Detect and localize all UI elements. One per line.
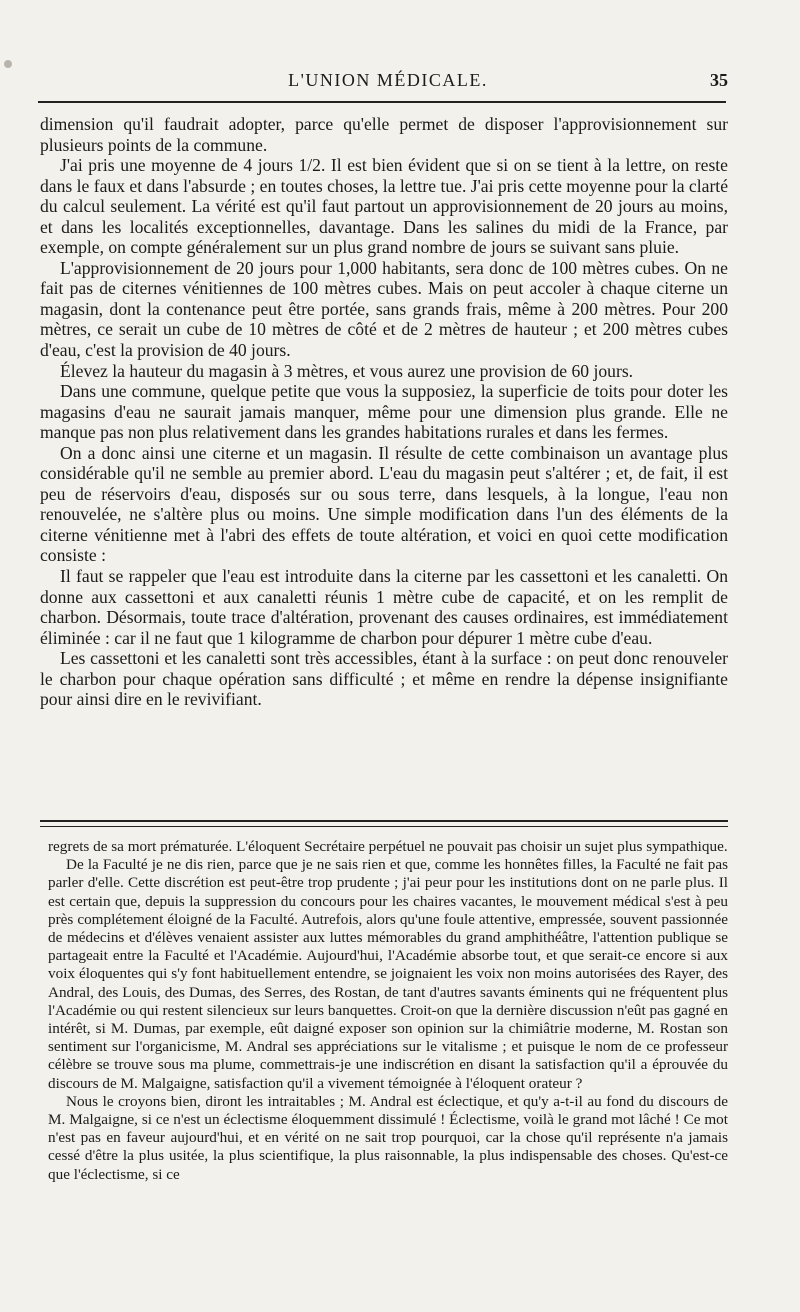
- paragraph: Nous le croyons bien, diront les intraitables ; M. Andral est éclectique, et qu'y a-t-il au fond du discours de M. Malgaigne, si ce n'est un éclectisme éloquemment dissimulé ! Éclectisme, voilà le grand mot lâché ! Ce mot n'est pas en faveur aujourd'hui, et en vérité on ne sait trop pourquoi, car la chose qu'il représente n'a jamais cessé d'être la plus usitée, la plus scientifique, la plus raisonnable, la plus indispensable des choses. Qu'est-ce que l'éclectisme, si ce: [48, 1092, 728, 1183]
- page-number: 35: [710, 70, 728, 90]
- running-title: L'UNION MÉDICALE.: [288, 70, 488, 90]
- header-rule: [38, 101, 726, 103]
- paragraph: J'ai pris une moyenne de 4 jours 1/2. Il est bien évident que si on se tient à la lettre, on reste dans le faux et dans l'absurde ; en toutes choses, la lettre tue. J'ai pris cette moyenne pour la clarté du calcul seulement. La vérité est qu'il faut partout un approvisionnement de 20 jours au moins, et dans les localités exceptionnelles, davantage. Dans les salines du midi de la France, par exemple, on compte généralement sur un plus grand nombre de jours se suivant sans pluie.: [40, 155, 728, 258]
- paragraph: dimension qu'il faudrait adopter, parce qu'elle permet de disposer l'approvisionnement sur plusieurs points de la commune.: [40, 114, 728, 155]
- paragraph: Dans une commune, quelque petite que vous la supposiez, la superficie de toits pour doter les magasins d'eau ne saurait jamais manquer, même pour une dimension plus grande. Elle ne manque pas non plus relativement dans les grandes habitations rurales et dans les fermes.: [40, 381, 728, 443]
- feuilleton: [48, 838, 728, 1184]
- paragraph: De la Faculté je ne dis rien, parce que je ne sais rien et que, comme les honnêtes filles, la Faculté ne fait pas parler d'elle. Cette discrétion est peut-être trop prudente ; j'ai peur pour les institutions dont on ne parle plus. Il est certain que, depuis la suppression du concours pour les chaires vacantes, le mouvement médical s'est à peu près complétement éloigné de la Faculté. Autrefois, alors qu'une foule attentive, empressée, souvent passionnée de médecins et d'élèves venaient assister aux luttes mémorables du grand amphithéâtre, l'attention publique se partageait entre la Faculté et l'Académie. Aujourd'hui, l'Académie absorbe tout, et que serait-ce encore si aux voix éloquentes qui s'y font habituellement entendre, se joignaient les voix non moins autorisées des Rayer, des Andral, des Louis, des Dumas, des Serres, des Rostan, de tant d'autres savants éminents qui ne fréquentent plus l'Académie ou qui restent silencieux sur leurs banquettes. Croit-on que la dernière discussion n'eût pas gagné en intérêt, si M. Dumas, par exemple, eût daigné exposer son opinion sur la chimiâtrie moderne, M. Rostan son sentiment sur l'organicisme, M. Andral ses appréciations sur le vitalisme ; et puisque le nom de ce professeur célèbre se trouve sous ma plume, commettrais-je une indiscrétion en disant la satisfaction qu'il a éprouvée du discours de M. Malgaigne, satisfaction qu'il a vivement témoignée à l'éloquent orateur ?: [48, 856, 728, 1092]
- paragraph: regrets de sa mort prématurée. L'éloquent Secrétaire perpétuel ne pouvait pas choisir un sujet plus sympathique.: [48, 838, 728, 855]
- section-divider: [40, 820, 728, 827]
- paragraph: Il faut se rappeler que l'eau est introduite dans la citerne par les cassettoni et les canaletti. On donne aux cassettoni et aux canaletti réunis 1 mètre cube de capacité, et on les remplit de charbon. Désormais, toute trace d'altération, provenant des causes ordinaires, est immédiatement éliminée : car il ne faut que 1 kilogramme de charbon pour dépurer 1 mètre cube d'eau.: [40, 566, 728, 648]
- paragraph: On a donc ainsi une citerne et un magasin. Il résulte de cette combinaison un avantage plus considérable qu'il ne semble au premier abord. L'eau du magasin peut s'altérer ; et, de fait, il est peu de réservoirs d'eau, disposés sur ou sous terre, dans lesquels, à la longue, l'eau non renouvelée, ne s'altère plus ou moins. Une simple modification dans l'un des éléments de la citerne vénitienne met à l'abri des effets de toute altération, et voici en quoi cette modification consiste :: [40, 442, 728, 566]
- paragraph: Les cassettoni et les canaletti sont très accessibles, étant à la surface : on peut donc renouveler le charbon pour chaque opération sans difficulté ; et même en rendre la dépense insignifiante pour ainsi dire en le revivifiant.: [40, 648, 728, 710]
- main-article: [40, 114, 728, 710]
- page-header: [48, 70, 728, 98]
- ink-spot: [4, 60, 12, 68]
- paragraph: Élevez la hauteur du magasin à 3 mètres, et vous aurez une provision de 60 jours.: [60, 360, 634, 381]
- paragraph: L'approvisionnement de 20 jours pour 1,000 habitants, sera donc de 100 mètres cubes. On ne fait pas de citernes vénitiennes de 100 mètres cubes. Mais on peut accoler à chaque citerne un magasin, dont la contenance peut être portée, sans grands frais, même à 200 mètres. Pour 200 mètres, ce serait un cube de 10 mètres de côté et de 2 mètres de hauteur ; et 200 mètres cubes d'eau, c'est la provision de 40 jours.: [40, 257, 728, 361]
